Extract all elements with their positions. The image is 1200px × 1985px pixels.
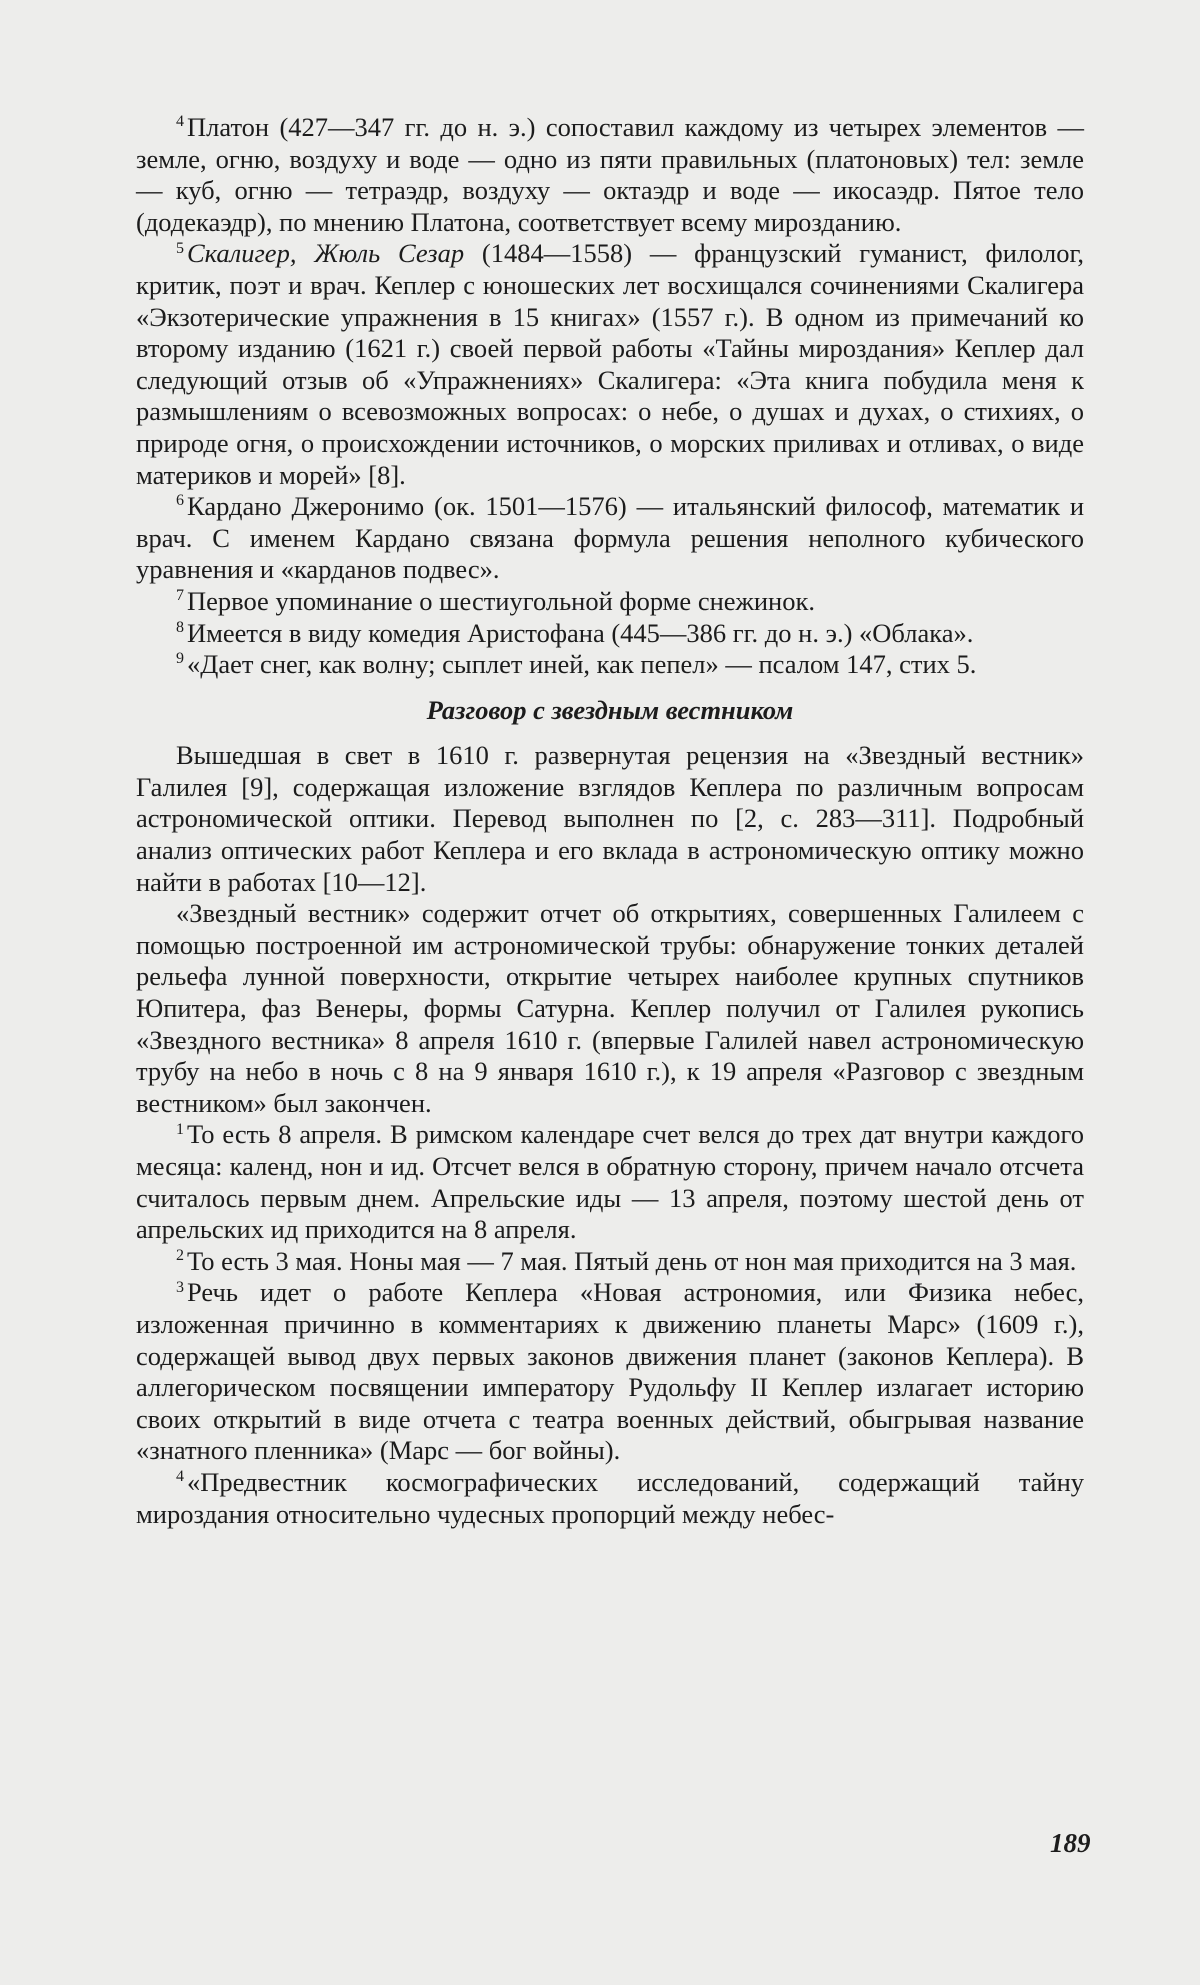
footnote-text: «Дает снег, как волну; сыплет иней, как пепел» — псалом 147, стих 5.	[187, 649, 977, 680]
footnote-3	[136, 1277, 1084, 1467]
footnote-text: «Предвестник космографических исследований, содержащий тайну мироздания относительно чудесных пропорций между небес-	[136, 1466, 1084, 1529]
footnote-marker: 5	[176, 239, 184, 257]
footnote-name: Скалигер, Жюль Сезар	[187, 238, 465, 269]
page-number: 189	[1050, 1828, 1091, 1858]
footnote-9	[136, 649, 1084, 681]
footnote-6	[136, 491, 1084, 586]
footnote-marker: 1	[176, 1120, 184, 1138]
footnote-text: Платон (427—347 гг. до н. э.) сопоставил каждому из четырех элементов — земле, огню, воздуху и воде — одно из пяти правильных (платоновых) тел: земле — куб, огню — тетраэдр, воздуху — октаэдр и воде — икосаэдр. Пятое тело (додекаэдр), по мнению Платона, соответствует всему мирозданию.	[136, 112, 1084, 237]
footnote-marker: 9	[176, 650, 184, 668]
footnote-marker: 8	[176, 618, 184, 636]
footnote-5	[136, 238, 1084, 491]
body-paragraph: Вышедшая в свет в 1610 г. развернутая рецензия на «Звездный вестник» Галилея [9], содержащая изложение взглядов Кеплера по различным вопросам астрономической оптики. Перевод выполнен по [2, с. 283—311]. Подробный анализ оптических работ Кеплера и его вклада в астрономическую оптику можно найти в работах [10—12].	[136, 740, 1084, 897]
footnote-marker: 4	[176, 113, 184, 131]
body-paragraph: «Звездный вестник» содержит отчет об открытиях, совершенных Галилеем с помощью построенной им астрономической трубы: обнаружение тонких деталей рельефа лунной поверхности, открытие четырех наиболее крупных спутников Юпитера, фаз Венеры, формы Сатурна. Кеплер получил от Галилея рукопись «Звездного вестника» 8 апреля 1610 г. (впервые Галилей навел астрономическую трубу на небо в ночь с 8 на 9 января 1610 г.), к 19 апреля «Разговор с звездным вестником» был закончен.	[136, 898, 1084, 1118]
footnote-2	[136, 1246, 1084, 1278]
footnote-text: То есть 8 апреля. В римском календаре счет велся до трех дат внутри каждого месяца: календ, нон и ид. Отсчет велся в обратную сторону, причем начало отсчета считалось первым днем. Апрельские иды — 13 апреля, поэтому шестой день от апрельских ид приходится на 8 апреля.	[136, 1119, 1084, 1245]
footnote-marker: 3	[176, 1278, 184, 1296]
footnote-text: (1484—1558) — французский гуманист, филолог, критик, поэт и врач. Кеплер с юношеских лет восхищался сочинениями Скалигера «Экзотерические упражнения в 15 книгах» (1557 г.). В одном из примечаний ко второму изданию (1621 г.) своей первой работы «Тайны мироздания» Кеплер дал следующий отзыв об «Упражнениях» Скалигера: «Эта книга побудила меня к размышлениям о всевозможных вопросах: о небе, о душах и духах, о стихиях, о природе огня, о происхождении источников, о морских приливах и отливах, о виде материков и морей» [8].	[136, 238, 1084, 490]
footnote-4	[136, 112, 1084, 238]
footnote-text: Речь идет о работе Кеплера «Новая астрономия, или Физика небес, изложенная причинно в комментариях к движению планеты Марс» (1609 г.), содержащей вывод двух первых законов движения планет (законов Кеплера). В аллегорическом посвящении императору Рудольфу II Кеплер излагает историю своих открытий в виде отчета с театра военных действий, обыгрывая название «знатного пленника» (Марс — бог войны).	[136, 1277, 1084, 1466]
footnote-7	[136, 586, 1084, 618]
footnote-marker: 2	[176, 1246, 184, 1264]
footnote-4-bottom	[136, 1467, 1084, 1530]
footnote-text: Кардано Джеронимо (ок. 1501—1576) — итальянский философ, математик и врач. С именем Кардано связана формула решения неполного кубического уравнения и «карданов подвес».	[136, 491, 1084, 585]
footnote-8	[136, 618, 1084, 650]
section-heading: Разговор с звездным вестником	[426, 694, 794, 725]
page-content	[136, 112, 1084, 1530]
footnote-text: Имеется в виду комедия Аристофана (445—386 гг. до н. э.) «Облака».	[187, 617, 974, 648]
footnote-text: То есть 3 мая. Ноны мая — 7 мая. Пятый день от нон мая приходится на 3 мая.	[187, 1245, 1077, 1276]
footnote-text: Первое упоминание о шестиугольной форме снежинок.	[187, 585, 815, 616]
footnote-marker: 4	[176, 1468, 184, 1486]
footnote-marker: 7	[176, 587, 184, 605]
footnote-marker: 6	[176, 492, 184, 510]
footnote-1	[136, 1119, 1084, 1245]
